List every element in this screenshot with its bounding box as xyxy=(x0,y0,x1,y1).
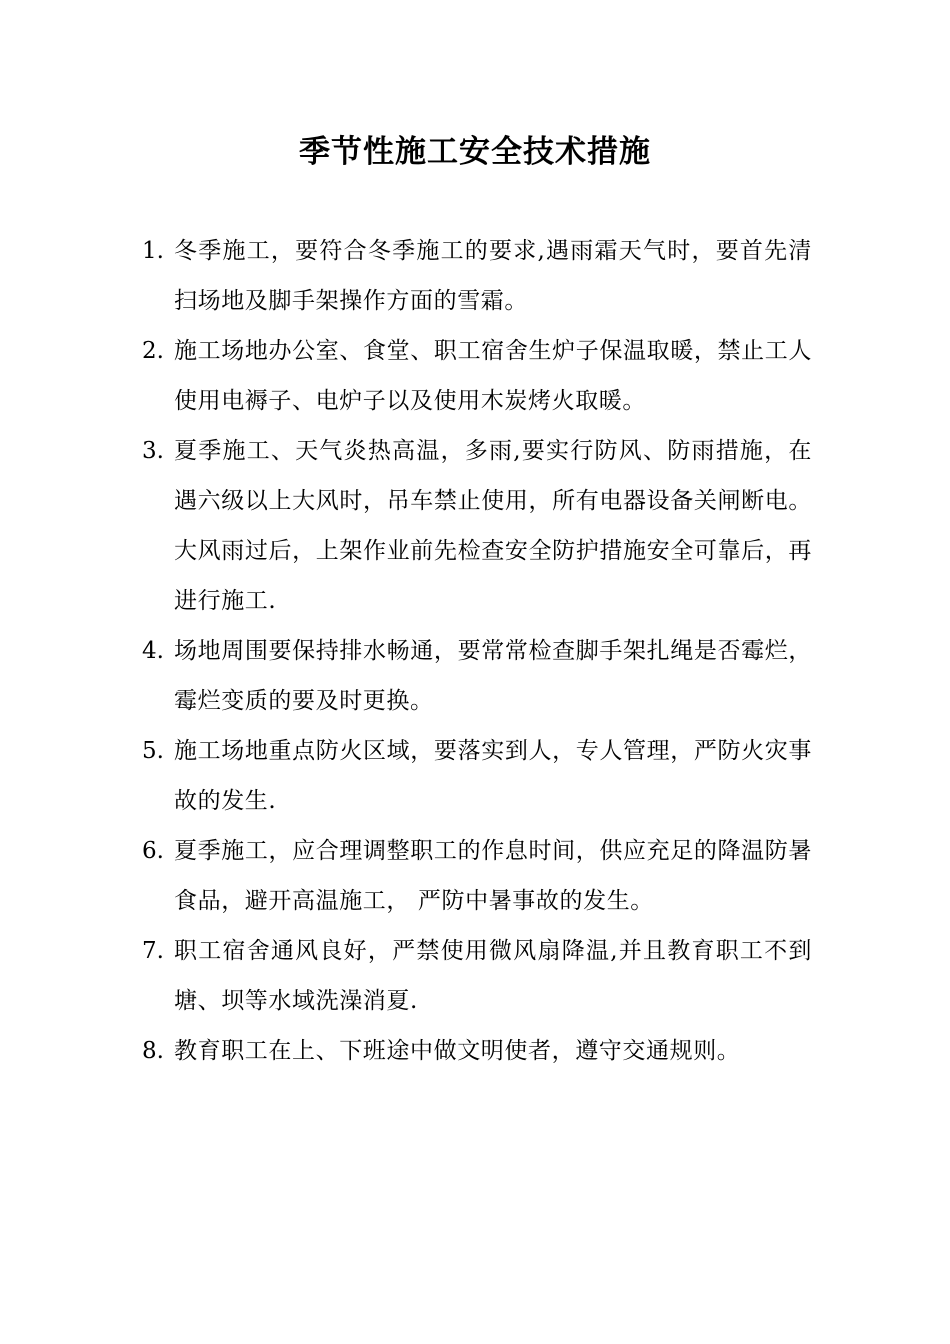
item-number: 3. xyxy=(142,438,164,464)
item-number: 7. xyxy=(142,938,164,964)
item-text: 冬季施工，要符合冬季施工的要求,遇雨霜天气时，要首先清扫场地及脚手架操作方面的雪霜。 xyxy=(174,238,812,314)
item-number: 5. xyxy=(142,738,164,764)
list-item xyxy=(142,326,812,426)
list-item xyxy=(142,426,812,626)
item-text: 场地周围要保持排水畅通，要常常检查脚手架扎绳是否霉烂，霉烂变质的要及时更换。 xyxy=(174,638,812,714)
item-number: 6. xyxy=(142,838,164,864)
item-text: 施工场地重点防火区域，要落实到人，专人管理，严防火灾事故的发生. xyxy=(174,738,812,814)
list-item xyxy=(142,226,812,326)
item-text: 施工场地办公室、食堂、职工宿舍生炉子保温取暖，禁止工人使用电褥子、电炉子以及使用木炭烤火取暖。 xyxy=(174,338,812,414)
item-number: 8. xyxy=(142,1038,164,1064)
item-number: 1. xyxy=(142,238,164,264)
list-item xyxy=(142,826,812,926)
item-text: 职工宿舍通风良好，严禁使用微风扇降温,并且教育职工不到塘、坝等水域洗澡消夏. xyxy=(174,938,812,1014)
list-item xyxy=(142,726,812,826)
list-item xyxy=(142,1026,812,1076)
item-number: 2. xyxy=(142,338,164,364)
item-number: 4. xyxy=(142,638,164,664)
item-text: 教育职工在上、下班途中做文明使者，遵守交通规则。 xyxy=(174,1038,741,1064)
list-item xyxy=(142,626,812,726)
item-text: 夏季施工、天气炎热高温，多雨,要实行防风、防雨措施，在遇六级以上大风时，吊车禁止使用，所有电器设备关闸断电。大风雨过后，上架作业前先检查安全防护措施安全可靠后，再进行施工. xyxy=(174,438,812,614)
list-item xyxy=(142,926,812,1026)
safety-measures-list xyxy=(142,226,812,1076)
document-title: 季节性施工安全技术措施 xyxy=(299,134,651,170)
item-text: 夏季施工，应合理调整职工的作息时间，供应充足的降温防暑食品，避开高温施工， 严防中暑事故的发生。 xyxy=(174,838,812,914)
